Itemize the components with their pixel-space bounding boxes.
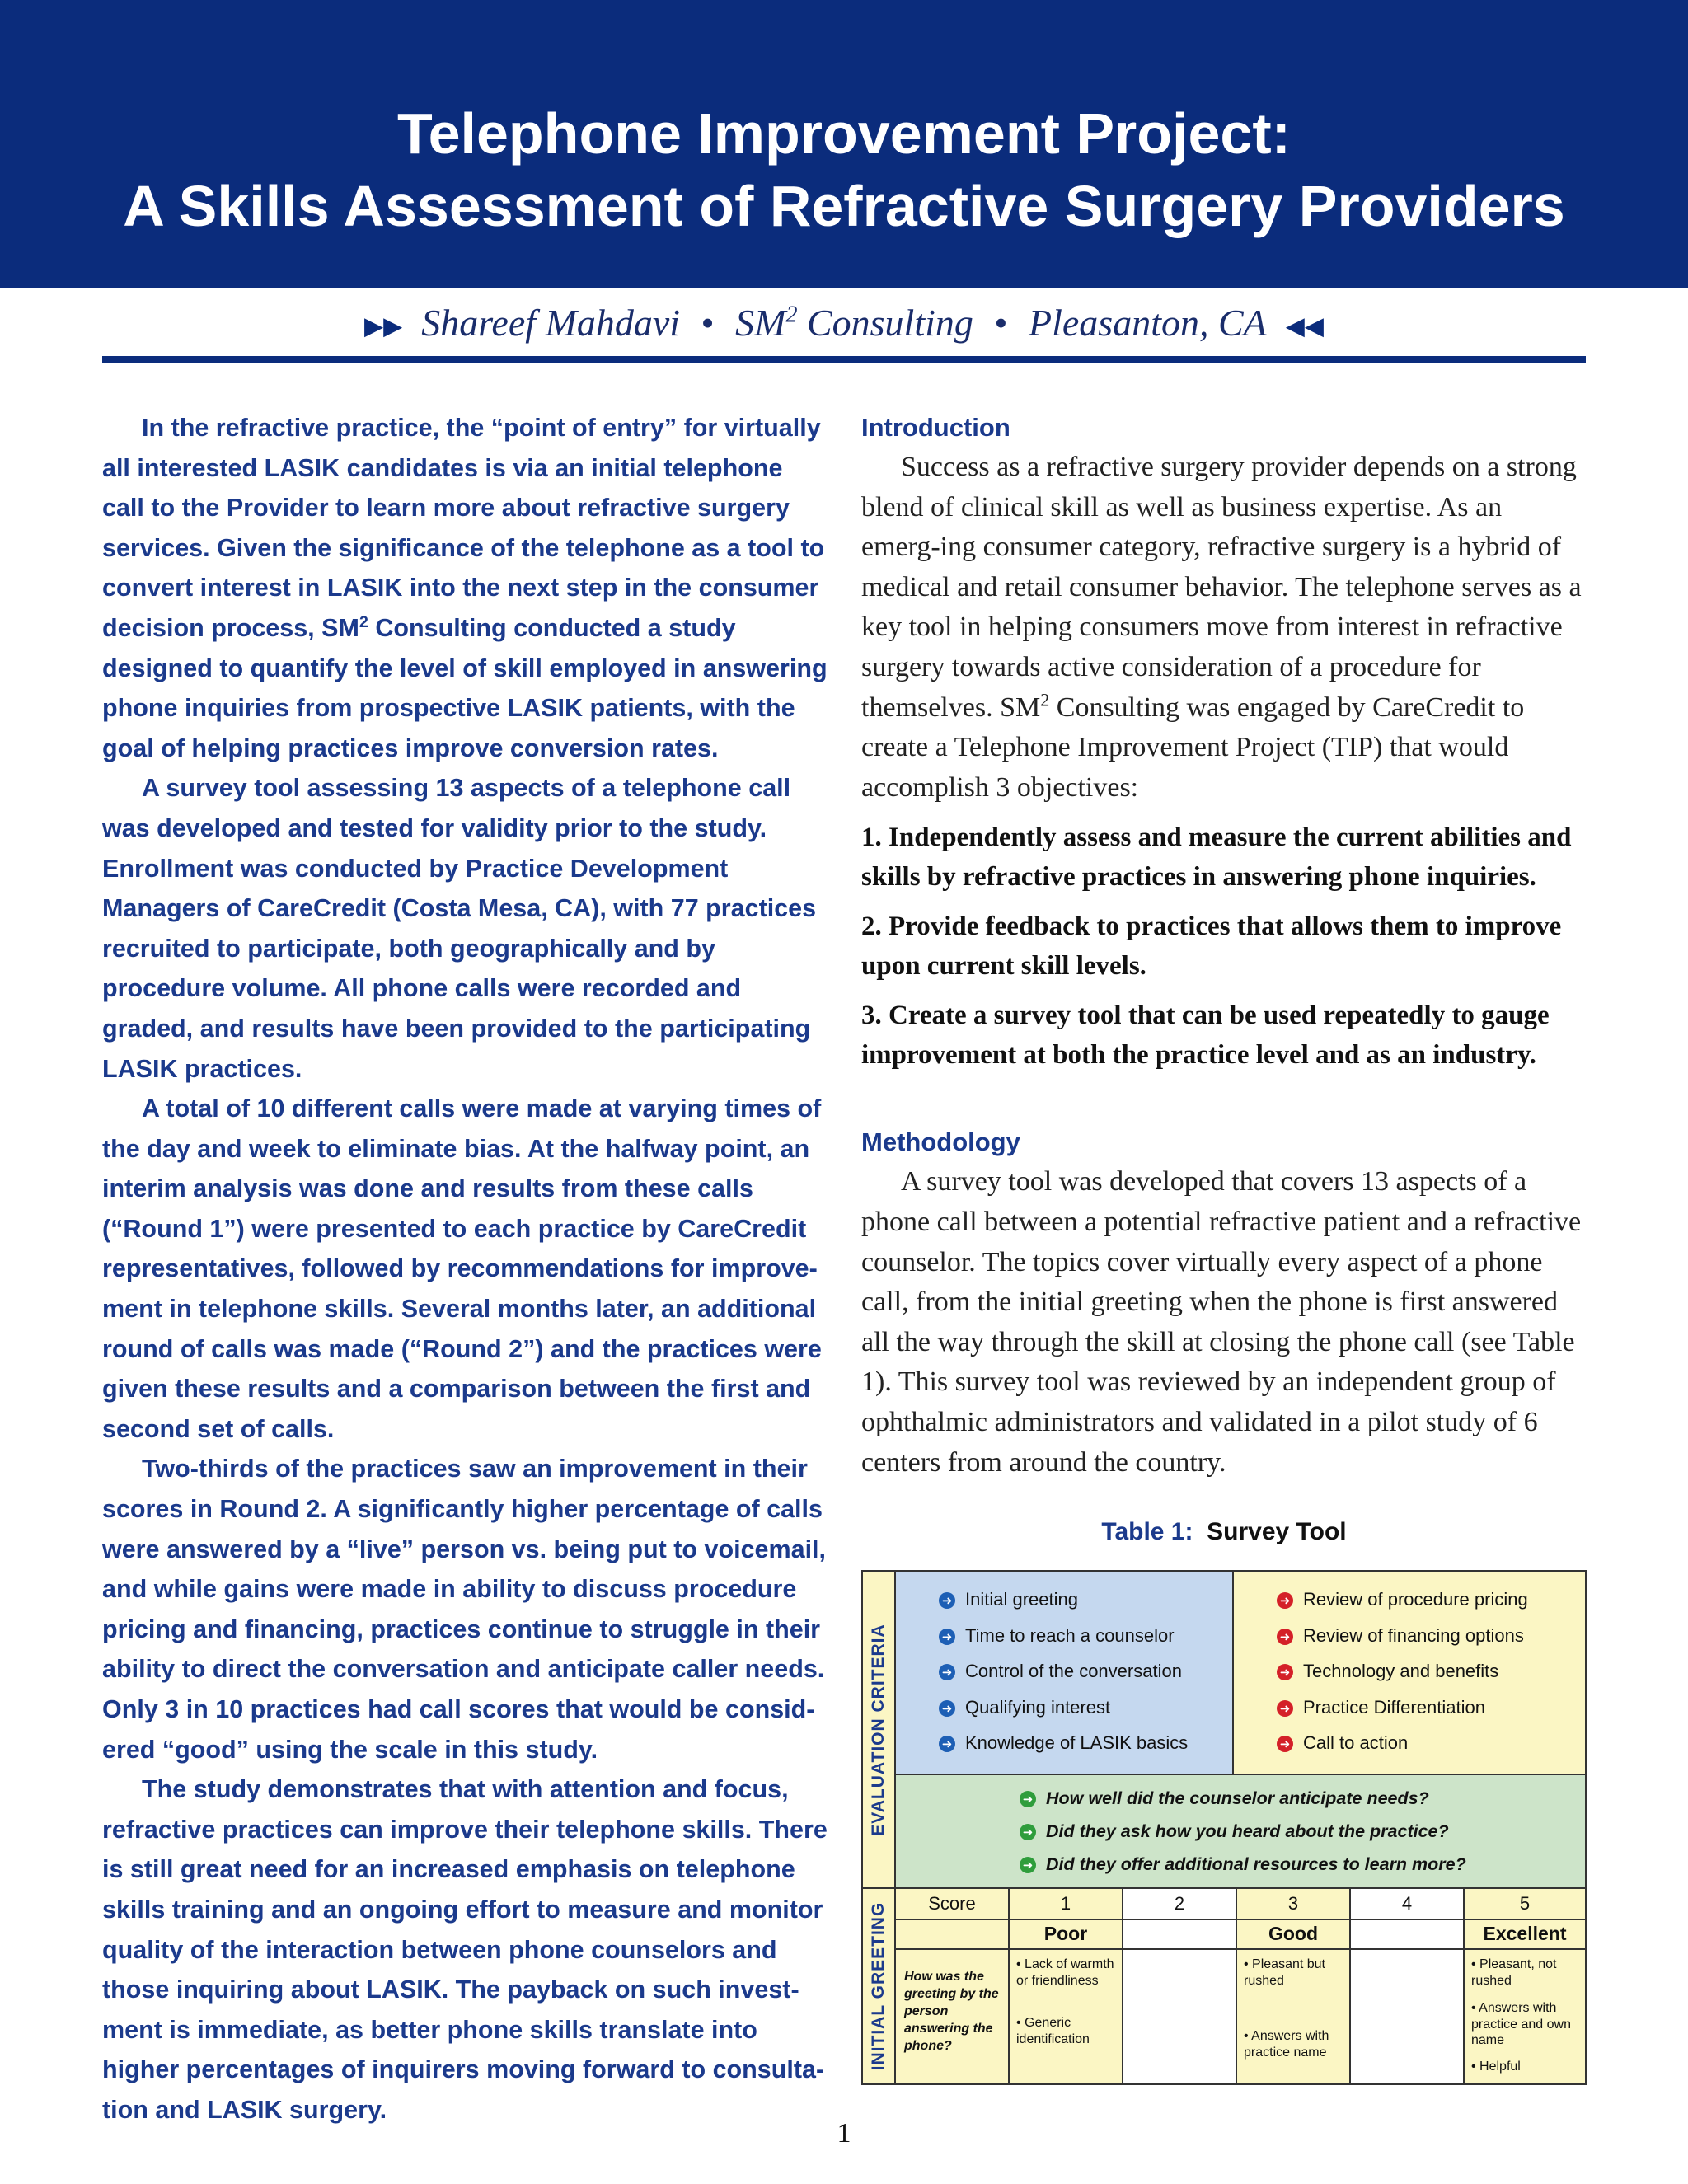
summary-column — [102, 408, 828, 2130]
evaluation-criteria-label: EVALUATION CRITERIA — [869, 1623, 888, 1836]
page-number: 1 — [837, 2118, 851, 2149]
location: Pleasanton, CA — [1029, 302, 1267, 344]
criteria-bullet: • Helpful — [1471, 2059, 1521, 2074]
grid-divider — [896, 1948, 1585, 1950]
score-number: 3 — [1287, 1893, 1299, 1914]
arrow-icon: ➜ — [1277, 1736, 1293, 1752]
summary-paragraph: A survey tool assessing 13 aspects of a telephone call was developed and tested for validity prior to the study. Enrollment was conducted by Practice Development Managers of CareCredit (Costa Mesa, CA), with 77 practices recruited to participate, both geographically and by procedure volume. All phone calls were recorded and graded, and results have been provided to the participating LASIK practices. — [102, 774, 817, 1083]
bullet-separator: • — [994, 302, 1008, 344]
evaluation-criteria-label-cell — [863, 1572, 896, 1887]
criteria-bullet: • Pleasant, not rushed — [1471, 1957, 1557, 1988]
criteria-bullet: • Generic identification — [1016, 2016, 1090, 2046]
header-rule — [102, 356, 1586, 363]
arrow-icon: ➜ — [939, 1592, 955, 1609]
score-number: 2 — [1174, 1893, 1185, 1914]
article-column — [861, 408, 1587, 1483]
criteria-item: ➜ Knowledge of LASIK basics — [939, 1725, 1188, 1761]
arrow-icon: ➜ — [1277, 1629, 1293, 1645]
right-arrows-icon: ▶▶ — [364, 312, 403, 340]
author-name: Shareef Mahdavi — [421, 302, 681, 344]
arrow-icon: ➜ — [1277, 1700, 1293, 1717]
table-caption: Table 1: Survey Tool — [1101, 1518, 1347, 1545]
arrow-icon: ➜ — [939, 1736, 955, 1752]
score-label: Score — [928, 1893, 976, 1914]
score-rating: Poor — [1043, 1923, 1088, 1944]
arrow-icon: ➜ — [939, 1664, 955, 1680]
arrow-icon: ➜ — [939, 1700, 955, 1717]
introduction-body: Success as a refractive surgery provider depends on a strong blend of clinical skill as well as business expertise. As an emerg-ing consumer category, refractive surgery is a hybrid of medical and retail consumer behavior. The telephone serves as a key tool in helping consumers move from interest in refractive surgery towards active consideration of a procedure for themselves. $SM^2$ Consulting was engaged by CareCredit to create a Telephone Improvement Project (TIP) that would accomplish 3 objectives: — [861, 452, 1582, 803]
criteria-group-green — [896, 1774, 1585, 1887]
company-name: $SM^2$ Consulting — [735, 302, 973, 344]
grid-divider — [896, 1919, 1585, 1920]
summary-paragraph: In the refractive practice, the “point of entry” for virtually all interested LASIK candidates is via an initial telephone call to the Provider to learn more about refractive surgery services. Given the significance of the telephone as a tool to convert interest in LASIK into the next step in the consumer decision process, $SM^2$ Consulting conducted a study designed to quantify the level of skill employed in answering phone inquiries from prospective LASIK patients, with the goal of helping practices improve conversion rates. — [102, 414, 828, 762]
arrow-icon: ➜ — [1277, 1664, 1293, 1680]
criteria-item: ➜ Control of the conversation — [939, 1653, 1188, 1690]
score-rating: Good — [1268, 1923, 1319, 1944]
criteria-item: ➜ Review of procedure pricing — [1277, 1582, 1528, 1618]
score-rating — [1123, 1919, 1236, 1948]
methodology-body: A survey tool was developed that covers 13 aspects of a phone call between a potential refractive patient and a refractive counselor. The topics cover virtually every aspect of a phone call, from the initial greeting when the phone is first answered all the way through the skill at closing the phone call (see Table 1). This survey tool was reviewed by an independent group of ophthalmic administrators and validated in a pilot study of 6 centers from around the country. — [861, 1166, 1582, 1478]
summary-paragraph: Two-thirds of the practices saw an improvement in their scores in Round 2. A significantly higher percentage of calls were answered by a “live” person vs. being put to voicemail, and while gains were made in ability to discuss procedure pricing and financing, practices continue to struggle in their ability to direct the conversation and anticipate caller needs. Only 3 in 10 practices had call scores that would be consid-ered “good” using the scale in this study. — [102, 1455, 827, 1764]
arrow-icon: ➜ — [939, 1629, 955, 1645]
summary-paragraph: A total of 10 different calls were made at varying times of the day and week to eliminate bias. At the halfway point, an interim analysis was done and results from these calls (“Round 1”) were presented to each practice by CareCredit representatives, followed by recommendations for improve-ment in telephone skills. Several months later, an additional round of calls was made (“Round 2”) and the practices were given these results and a comparison between the first and second set of calls. — [102, 1094, 822, 1443]
criteria-bullet: • Answers with practice name — [1244, 2029, 1329, 2060]
survey-tool-table — [861, 1570, 1587, 2085]
objective-item: 2. Provide feedback to practices that allows them to improve upon current skill levels. — [861, 912, 1562, 982]
introduction-heading: Introduction — [861, 413, 1010, 442]
objective-item: 3. Create a survey tool that can be used repeatedly to gauge improvement at both the practice level and as an industry. — [861, 1001, 1550, 1071]
criteria-bullet: • Pleasant but rushed — [1244, 1957, 1325, 1988]
initial-greeting-label-cell — [863, 1887, 896, 2083]
criteria-question: ➜ How well did the counselor anticipate needs? — [1020, 1782, 1466, 1815]
score-number: 4 — [1401, 1893, 1413, 1914]
objective-item: 1. Independently assess and measure the current abilities and skills by refractive practices in answering phone inquiries. — [861, 823, 1572, 893]
criteria-item: ➜ Time to reach a counselor — [939, 1618, 1188, 1654]
score-rating: Excellent — [1483, 1923, 1567, 1944]
score-number: 5 — [1519, 1893, 1531, 1914]
greeting-question: How was the greeting by the person answering the phone? — [904, 1970, 999, 2053]
criteria-bullet: • Lack of warmth or friendliness — [1016, 1957, 1114, 1988]
criteria-item: ➜ Practice Differentiation — [1277, 1690, 1528, 1726]
summary-paragraph: The study demonstrates that with attention and focus, refractive practices can improve their telephone skills. There is still great need for an increased emphasis on telephone skills training and an ongoing effort to measure and monitor quality of the interaction between phone counselors and those inquiring about LASIK. The payback on such invest-ment is immediate, as better phone skills translate into higher percentages of inquirers moving forward to consulta-tion and LASIK surgery. — [102, 1775, 828, 2124]
methodology-heading: Methodology — [861, 1127, 1020, 1157]
byline — [0, 298, 1688, 351]
bullet-separator: • — [701, 302, 715, 344]
criteria-question: ➜ Did they ask how you heard about the practice? — [1020, 1815, 1466, 1848]
criteria-group-yellow — [1234, 1572, 1585, 1774]
criteria-group-blue — [896, 1572, 1234, 1774]
arrow-icon: ➜ — [1020, 1824, 1036, 1840]
score-rating — [1351, 1919, 1463, 1948]
criteria-bullet: • Answers with practice and own name — [1471, 2001, 1571, 2047]
left-arrows-icon: ◀◀ — [1285, 312, 1324, 340]
criteria-item: ➜ Review of financing options — [1277, 1618, 1528, 1654]
criteria-item: ➜ Initial greeting — [939, 1582, 1188, 1618]
criteria-question: ➜ Did they offer additional resources to learn more? — [1020, 1848, 1466, 1881]
arrow-icon: ➜ — [1277, 1592, 1293, 1609]
arrow-icon: ➜ — [1020, 1791, 1036, 1807]
arrow-icon: ➜ — [1020, 1857, 1036, 1873]
criteria-item: ➜ Technology and benefits — [1277, 1653, 1528, 1690]
score-grid — [896, 1887, 1585, 2083]
title-line-2: A Skills Assessment of Refractive Surgery Providers — [123, 174, 1565, 238]
criteria-item: ➜ Qualifying interest — [939, 1690, 1188, 1726]
score-number: 1 — [1060, 1893, 1071, 1914]
page-title — [0, 97, 1688, 242]
initial-greeting-label: INITIAL GREETING — [869, 1901, 888, 2071]
title-line-1: Telephone Improvement Project: — [397, 101, 1291, 166]
criteria-item: ➜ Call to action — [1277, 1725, 1528, 1761]
